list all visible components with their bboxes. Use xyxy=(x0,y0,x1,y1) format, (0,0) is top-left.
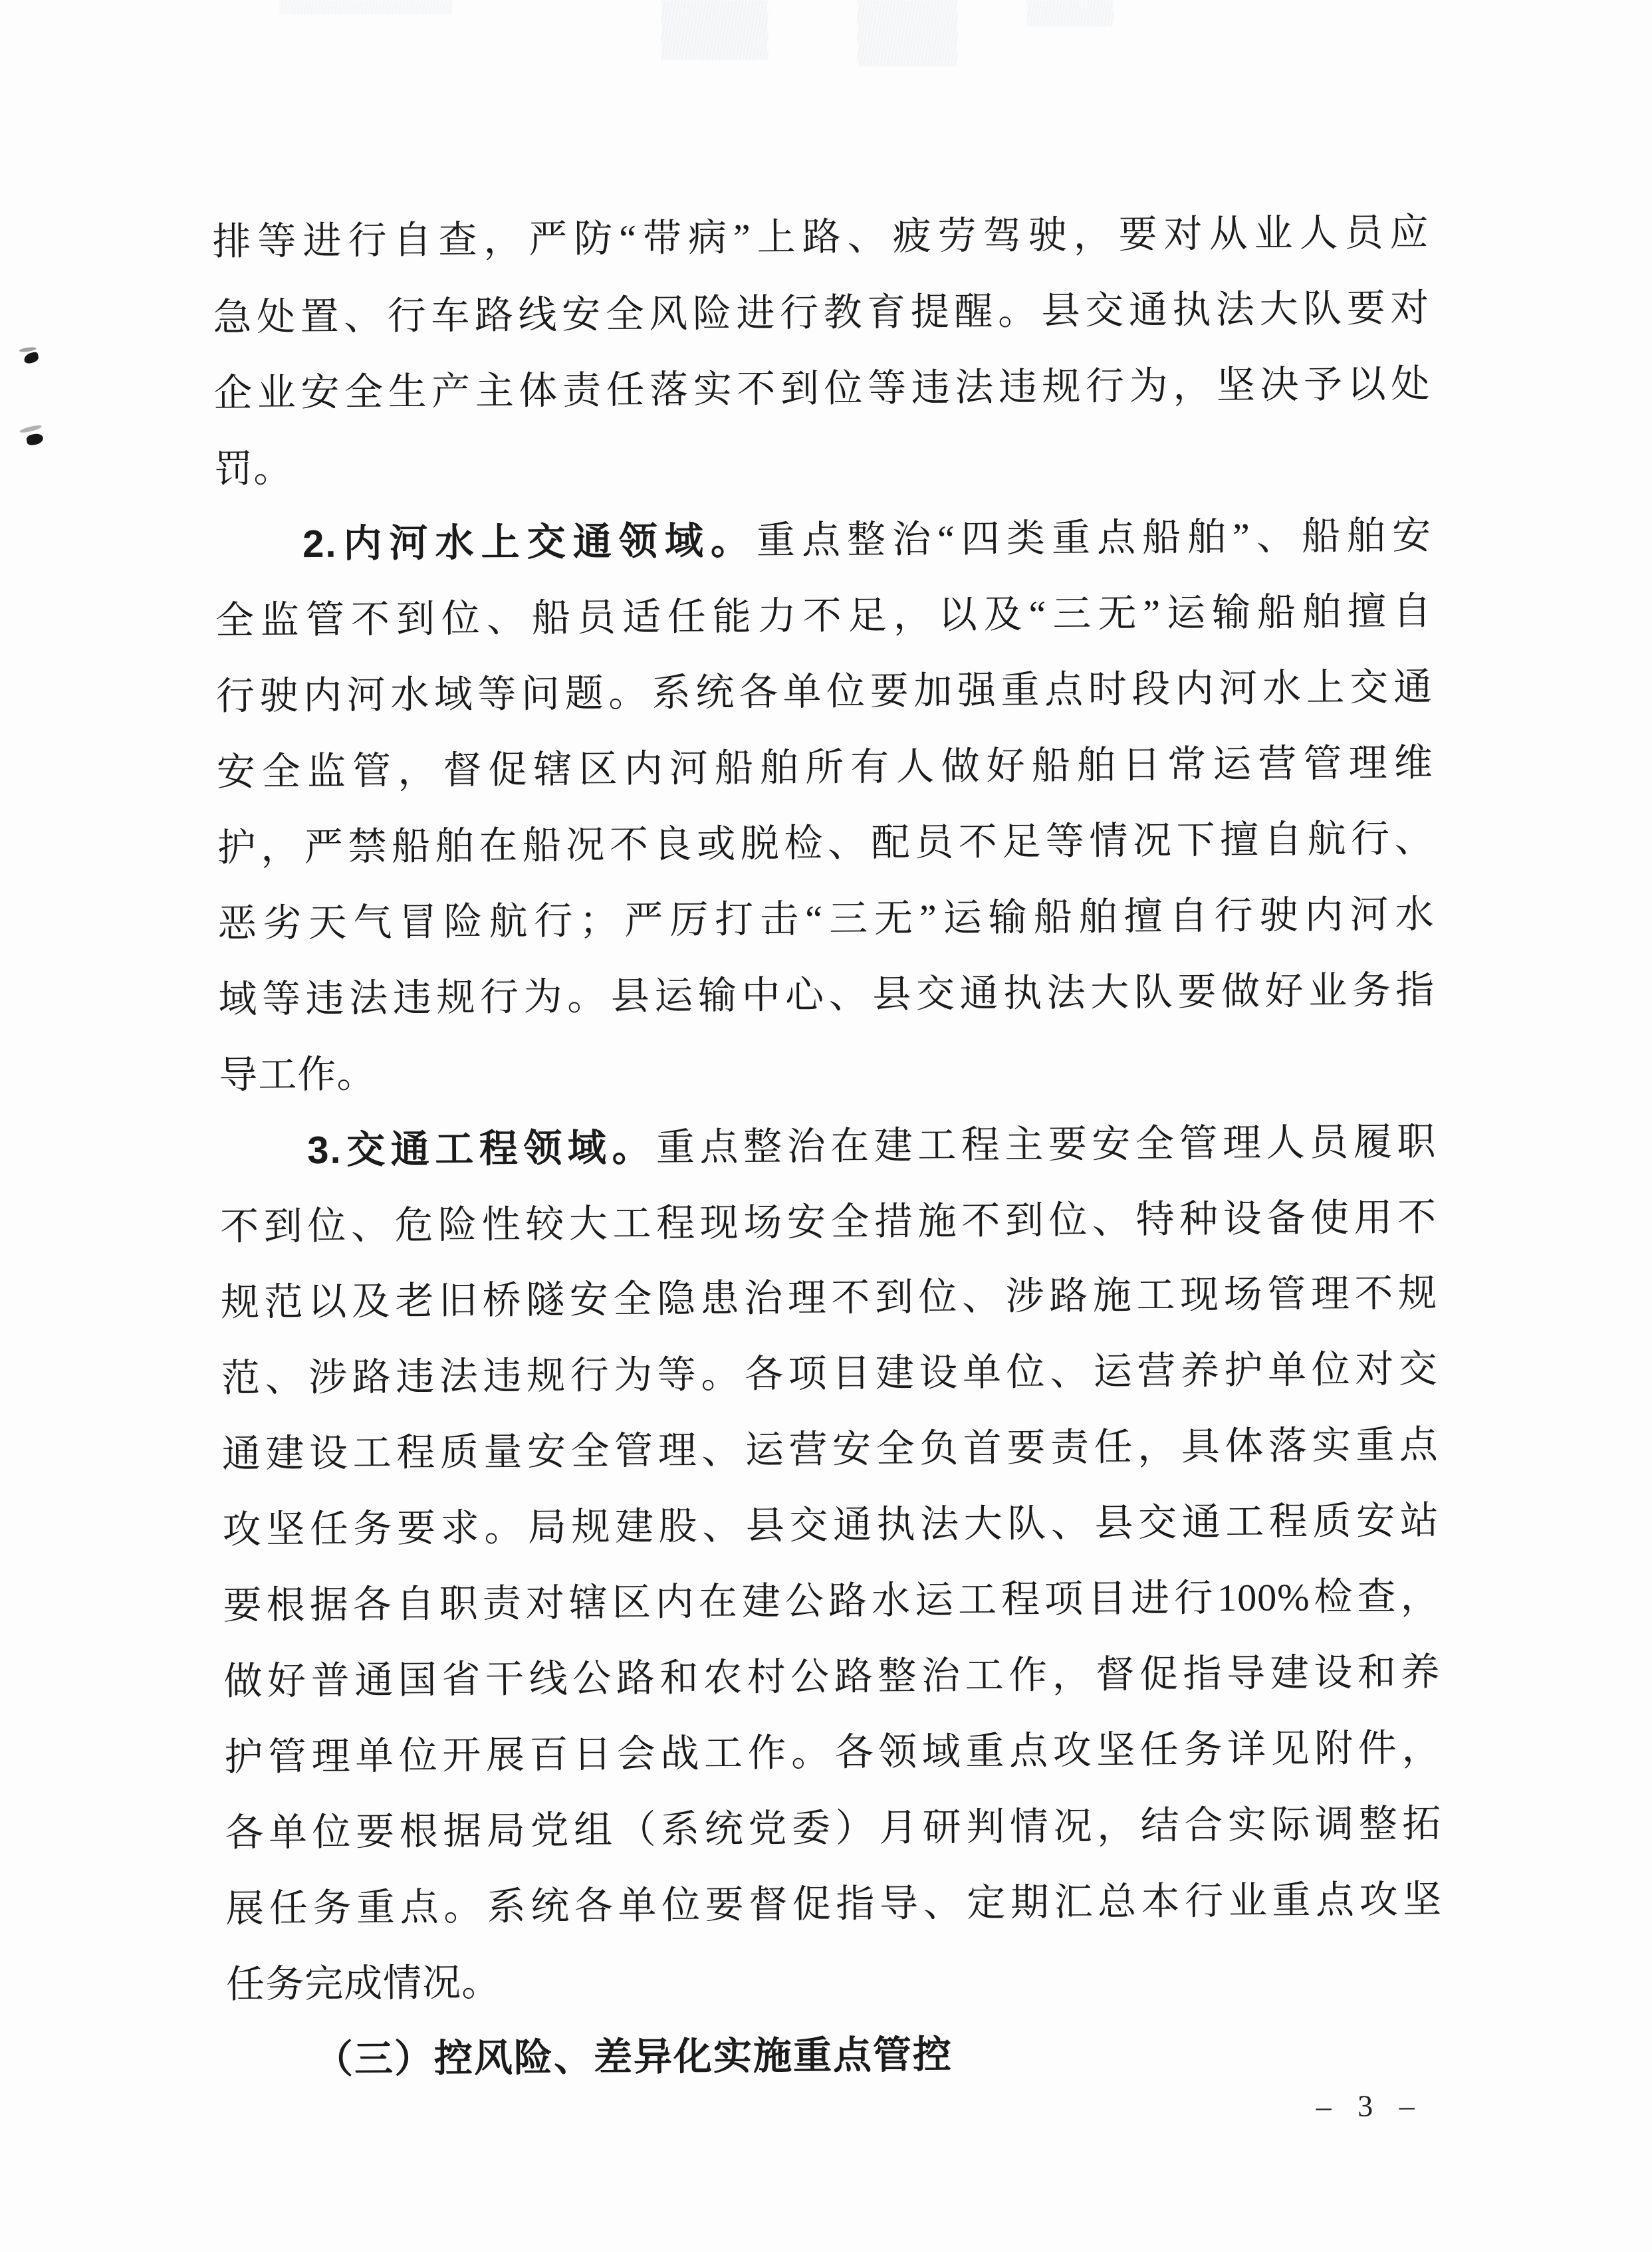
text-line xyxy=(217,801,1434,886)
text-run: 通建设工程质量安全管理、运营安全负首要责任，具体落实重点 xyxy=(221,1422,1439,1476)
text-line xyxy=(226,1938,1443,2023)
text-line xyxy=(224,1710,1441,1795)
text-run: 安全监管，督促辖区内河船舶所有人做好船舶日常运营管理维 xyxy=(216,740,1433,794)
text-run: 企业安全生产主体责任落实不到位等违法违规行为，坚决予以处 xyxy=(213,362,1431,415)
text-line xyxy=(214,422,1431,507)
text-run: 急处置、行车路线安全风险进行教育提醒。县交通执法大队要对 xyxy=(213,286,1430,340)
text-line xyxy=(225,1862,1443,1947)
text-line xyxy=(222,1483,1439,1568)
text-line xyxy=(221,1256,1438,1341)
text-run: 任务完成情况。 xyxy=(225,1960,501,2007)
text-line xyxy=(215,649,1433,734)
text-line xyxy=(221,1331,1439,1416)
text-run: 做好普通国省干线公路和农村公路整治工作，督促指导建设和养 xyxy=(223,1650,1441,1704)
text-run: 展任务重点。系统各单位要督促指导、定期汇总本行业重点攻坚 xyxy=(225,1877,1443,1931)
text-line xyxy=(219,1104,1437,1189)
text-line xyxy=(219,1028,1436,1113)
text-line xyxy=(215,574,1433,659)
text-run: 恶劣天气冒险航行；严厉打击“三无”运输船舶擅自行驶内河水 xyxy=(217,892,1435,946)
text-run: 范、涉路违法违规行为等。各项目建设单位、运营养护单位对交 xyxy=(221,1347,1439,1401)
text-line xyxy=(225,1786,1442,1871)
text-run: 重点整治在建工程主要安全管理人员履职 xyxy=(655,1119,1437,1170)
text-line xyxy=(212,195,1429,280)
document-body xyxy=(212,195,1443,2098)
text-run: 全监管不到位、船员适任能力不足，以及“三无”运输船舶擅自 xyxy=(215,589,1433,643)
text-line xyxy=(221,1407,1439,1492)
text-run: 行驶内河水域等问题。系统各单位要加强重点时段内河水上交通 xyxy=(215,665,1433,719)
text-run: 导工作。 xyxy=(219,1052,376,1097)
text-line xyxy=(215,498,1432,583)
text-run: 不到位、危险性较大工程现场安全措施不到位、特种设备使用不 xyxy=(219,1195,1437,1249)
text-run: 护管理单位开展百日会战工作。各领域重点攻坚任务详见附件， xyxy=(224,1726,1441,1779)
bold-text-run: 3.交通工程领域。 xyxy=(307,1126,657,1173)
text-run: 护，严禁船舶在船况不良或脱检、配员不足等情况下擅自航行、 xyxy=(217,816,1434,870)
text-run: 各单位要根据局党组（系统党委）月研判情况，结合实际调整拓 xyxy=(225,1801,1442,1855)
text-line xyxy=(216,725,1433,810)
text-run: 攻坚任务要求。局规建股、县交通执法大队、县交通工程质安站 xyxy=(222,1498,1439,1552)
text-line xyxy=(218,953,1435,1038)
text-line xyxy=(223,1634,1441,1720)
text-line xyxy=(220,1180,1437,1265)
text-line xyxy=(223,1559,1440,1644)
bold-text-run: 2.内河水上交通领域。 xyxy=(302,518,757,566)
page-number: – 3 – xyxy=(1316,2088,1424,2124)
text-run: 重点整治“四类重点船舶”、船舶安 xyxy=(756,513,1432,562)
text-line xyxy=(227,2013,1444,2098)
text-run: 规范以及老旧桥隧安全隐患治理不到位、涉路施工现场管理不规 xyxy=(220,1271,1438,1325)
bold-text-run: （三）控风险、差异化实施重点管控 xyxy=(314,2033,953,2082)
text-run: 排等进行自查，严防“带病”上路、疲劳驾驶，要对从业人员应 xyxy=(212,210,1429,264)
text-line xyxy=(217,877,1435,962)
text-line xyxy=(213,346,1431,431)
text-run: 要根据各自职责对辖区内在建公路水运工程项目进行100%检查， xyxy=(223,1574,1440,1628)
text-run: 罚。 xyxy=(213,447,293,491)
text-line xyxy=(213,271,1430,356)
text-run: 域等违法违规行为。县运输中心、县交通执法大队要做好业务指 xyxy=(218,968,1435,1022)
